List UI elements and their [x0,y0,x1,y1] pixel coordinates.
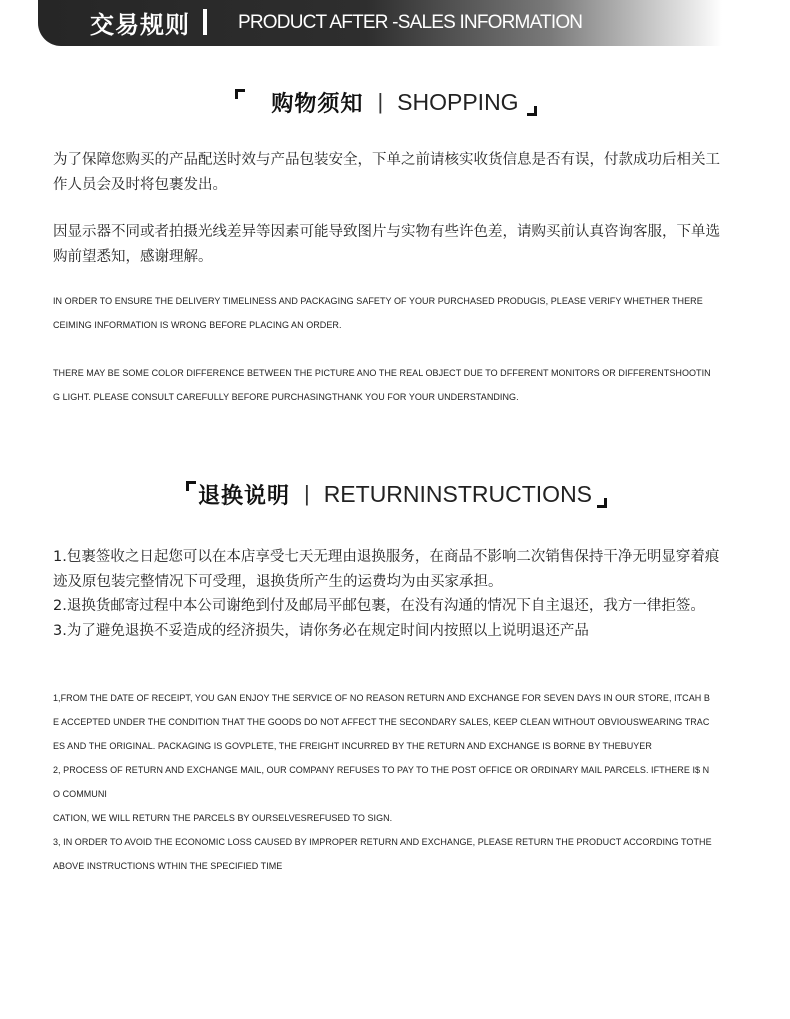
returns-text-en [53,686,725,878]
banner-title: 交易规则 [90,11,190,39]
text-line: G LIGHT. PLEASE CONSULT CAREFULLY BEFORE PURCHASINGTHANK YOU FOR YOUR UNDERSTANDING. [53,392,519,402]
banner-subtitle: PRODUCT AFTER -SALES INFORMATION [238,12,583,33]
returns-title-en: RETURNINSTRUCTIONS [323,480,593,507]
heading-separator: | [377,89,384,114]
heading-separator: | [303,481,310,506]
shopping-title-cn: 购物须知 [271,91,364,117]
text-line: 2, PROCESS OF RETURN AND EXCHANGE MAIL, OUR COMPANY REFUSES TO PAY TO THE POST OFFICE OR ORDINARY MAIL PARCELS. IFTHERE I$ N [53,765,710,775]
text-line: CATION, WE WILL RETURN THE PARCELS BY OURSELVESREFUSED TO SIGN. [53,813,393,823]
text-line: IN ORDER TO ENSURE THE DELIVERY TIMELINESS AND PACKAGING SAFETY OF YOUR PURCHASED PRODUGIS, PLEASE VERIFY WHETHER THERE [53,296,703,306]
corner-bracket-bottom-right [597,498,607,508]
text-line: ABOVE INSTRUCTIONS WTHIN THE SPECIFIED TIME [53,861,283,871]
shopping-title-en: SHOPPING [397,88,519,115]
banner-divider [203,9,207,35]
shopping-paragraph-en-1 [53,289,725,337]
returns-list-cn [53,545,733,643]
text-line: 1,FROM THE DATE OF RECEIPT, YOU GAN ENJOY THE SERVICE OF NO REASON RETURN AND EXCHANGE FOR SEVEN DAYS IN OUR STORE, ITCAH B [53,693,710,703]
returns-title-cn: 退换说明 [197,483,290,509]
returns-item-cn-2: 2.退换货邮寄过程中本公司谢绝到付及邮局平邮包裹，在没有沟通的情况下自主退还，我方一律拒签。 [53,598,705,614]
shopping-paragraph-en-2 [53,361,725,409]
shopping-paragraph-cn-2: 因显示器不同或者拍摄光线差异等因素可能导致图片与实物有些许色差，请购买前认真咨询客服，下单选购前望悉知，感谢理解。 [53,224,720,265]
returns-item-cn-1: 1.包裹签收之日起您可以在本店享受七天无理由退换服务，在商品不影响二次销售保持干净无明显穿着痕迹及原包装完整情况下可受理，退换货所产生的运费均为由买家承担。 [53,549,720,590]
text-line: ES AND THE ORIGINAL. PACKAGING IS GOVPLETE, THE FREIGHT INCURRED BY THE RETURN AND EXCHANGE IS BORNE BY THEBUYER [53,741,652,751]
returns-heading [0,474,790,514]
returns-item-cn-3: 3.为了避免退换不妥造成的经济损失，请你务必在规定时间内按照以上说明退还产品 [53,622,589,639]
text-line: THERE MAY BE SOME COLOR DIFFERENCE BETWEEN THE PICTURE ANO THE REAL OBJECT DUE TO DFFERENT MONITORS OR DIFFERENTSHOOTIN [53,368,711,378]
text-line: E ACCEPTED UNDER THE CONDITION THAT THE GOODS DO NOT AFFECT THE SECONDARY SALES, KEEP CLEAN WITHOUT OBVIOUSWEARING TRAC [53,717,710,727]
text-line: 3, IN ORDER TO AVOID THE ECONOMIC LOSS CAUSED BY IMPROPER RETURN AND EXCHANGE, PLEASE RETURN THE PRODUCT ACCORDING TOTHE [53,837,712,847]
corner-bracket-bottom-right [527,106,537,116]
shopping-paragraph-cn-1: 为了保障您购买的产品配送时效与产品包装安全，下单之前请核实收货信息是否有误，付款成功后相关工作人员会及时将包裹发出。 [53,152,720,193]
shopping-heading [0,82,790,122]
text-line: O COMMUNI [53,789,107,799]
text-line: CEIMING INFORMATION IS WRONG BEFORE PLACING AN ORDER. [53,320,342,330]
